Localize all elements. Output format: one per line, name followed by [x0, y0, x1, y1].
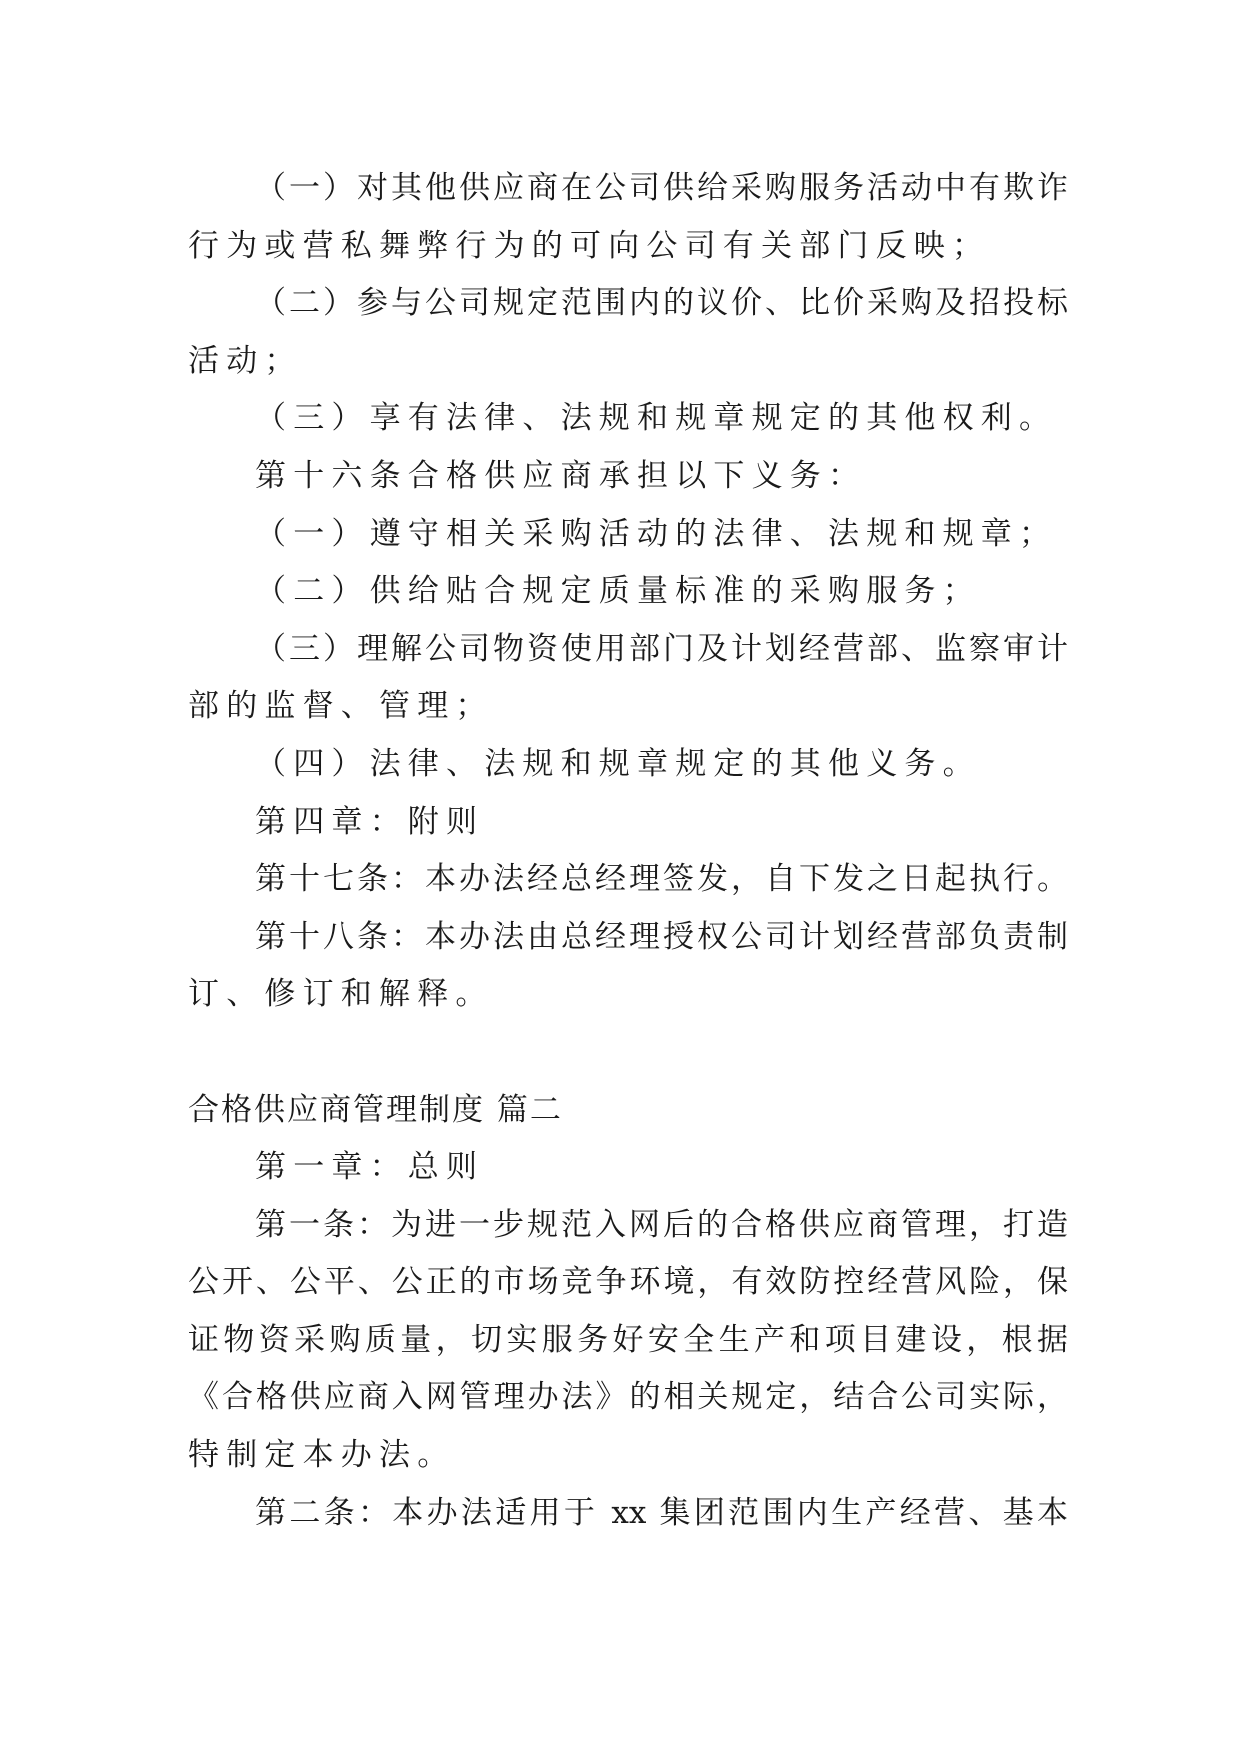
text-line-3: （二）参与公司规定范围内的议价、比价采购及招投标 [255, 285, 1068, 322]
chapter-4-heading: 第四章：附则 [255, 803, 485, 840]
text-line-11: （四）法律、法规和规章规定的其他义务。 [255, 745, 981, 782]
text-line-10: 部的监督、管理； [188, 688, 494, 725]
chapter-1-heading: 第一章：总则 [255, 1149, 485, 1186]
article-18: 第十八条：本办法由总经理授权公司计划经营部负责制 [255, 918, 1068, 955]
article-1: 第一条：为进一步规范入网后的合格供应商管理，打造 [255, 1206, 1068, 1243]
text-line-2: 行为或营私舞弊行为的可向公司有关部门反映； [188, 227, 991, 264]
section-title: 合格供应商管理制度 篇二 [188, 1091, 563, 1128]
text-line-7: （一）遵守相关采购活动的法律、法规和规章； [255, 515, 1058, 552]
text-line-5: （三）享有法律、法规和规章规定的其他权利。 [255, 400, 1058, 437]
blank-line [188, 1024, 1068, 1082]
article-17: 第十七条：本办法经总经理签发，自下发之日起执行。 [255, 861, 1068, 898]
article-2: 第二条：本办法适用于 xx 集团范围内生产经营、基本 [255, 1494, 1068, 1531]
text-line-4: 活动； [188, 342, 303, 379]
text-line-8: （二）供给贴合规定质量标准的采购服务； [255, 573, 981, 610]
document-page [188, 160, 1068, 1542]
text-line-9: （三）理解公司物资使用部门及计划经营部、监察审计 [255, 630, 1068, 667]
text-line-23: 特制定本办法。 [188, 1437, 456, 1474]
article-16-heading: 第十六条合格供应商承担以下义务： [255, 457, 867, 494]
text-line-15: 订、修订和解释。 [188, 976, 494, 1013]
text-line-1: （一）对其他供应商在公司供给采购服务活动中有欺诈 [255, 170, 1068, 206]
text-line-22: 《合格供应商入网管理办法》的相关规定，结合公司实际， [188, 1379, 1068, 1416]
text-line-20: 公开、公平、公正的市场竞争环境，有效防控经营风险，保 [188, 1264, 1068, 1301]
text-line-21: 证物资采购质量，切实服务好安全生产和项目建设，根据 [188, 1321, 1068, 1358]
